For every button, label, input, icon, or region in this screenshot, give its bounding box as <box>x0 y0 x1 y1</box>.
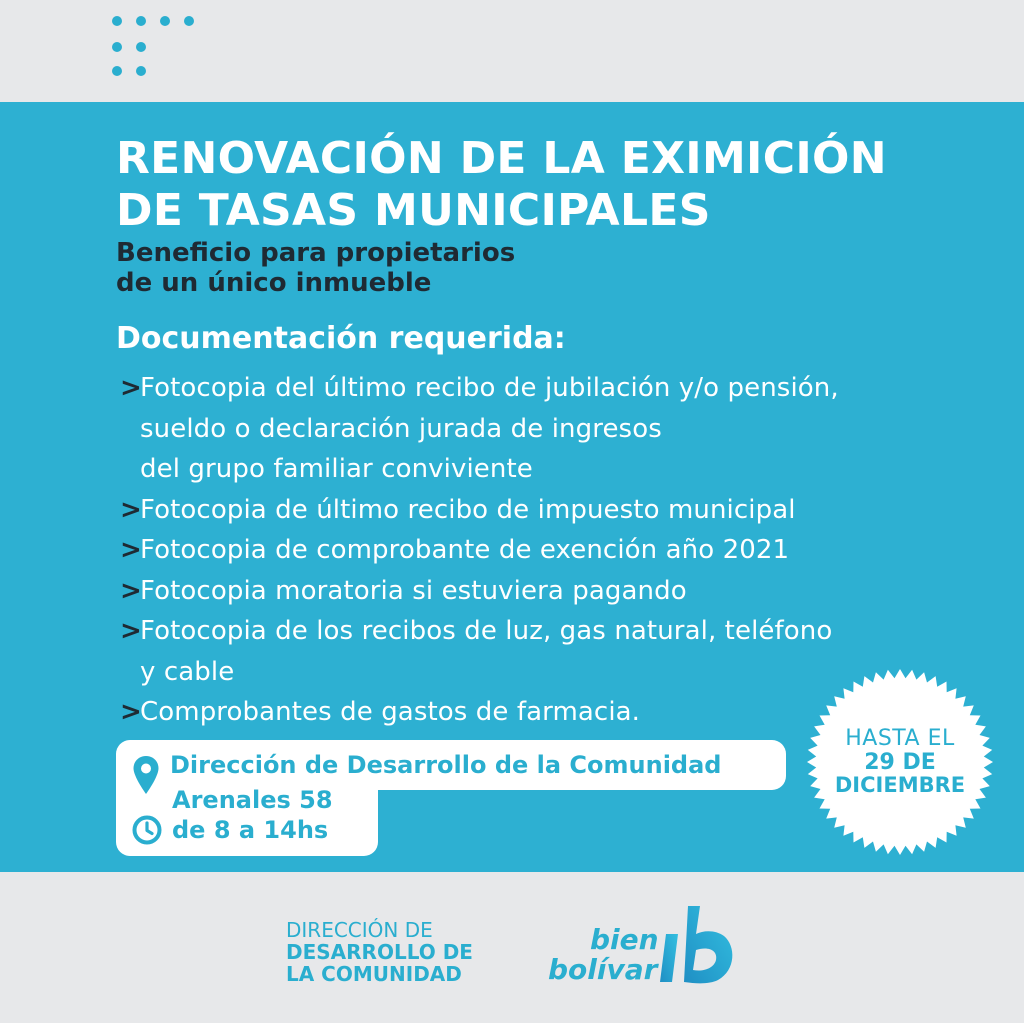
requirement-text: Fotocopia moratoria si estuviera pagando <box>140 575 687 606</box>
office-name: Dirección de Desarrollo de la Comunidad <box>170 751 722 779</box>
dot <box>136 66 146 76</box>
dot <box>112 42 122 52</box>
requirement-item <box>120 490 839 531</box>
dot <box>136 42 146 52</box>
title-line: RENOVACIÓN DE LA EXIMICIÓN <box>116 133 887 184</box>
office-hours: de 8 a 14hs <box>172 816 329 844</box>
footer-organization <box>286 919 473 985</box>
bullet-arrow-icon: > <box>120 373 142 403</box>
requirement-text: Fotocopia de último recibo de impuesto municipal <box>140 494 796 525</box>
subtitle-line: de un único inmueble <box>116 268 432 298</box>
requirement-text: Comprobantes de gastos de farmacia. <box>140 697 641 727</box>
requirement-text: del grupo familiar conviviente <box>140 454 533 484</box>
subtitle <box>116 238 515 298</box>
title-line: DE TASAS MUNICIPALES <box>116 185 711 236</box>
requirement-item <box>120 368 839 490</box>
bullet-arrow-icon: > <box>120 697 142 727</box>
logo-word: bolívar <box>548 953 658 986</box>
requirements-list <box>120 368 839 733</box>
requirement-text: y cable <box>140 656 235 687</box>
requirement-text: Fotocopia de los recibos de luz, gas natural, teléfono <box>140 616 833 646</box>
requirement-item <box>120 692 839 733</box>
bullet-arrow-icon: > <box>120 575 142 606</box>
badge-line: 29 DE <box>864 750 936 775</box>
footer-org-line: DIRECCIÓN DE <box>286 918 433 942</box>
clock-icon <box>132 815 162 845</box>
location-pin-icon <box>132 755 160 795</box>
footer-org-line: DESARROLLO DE <box>286 940 473 964</box>
dot <box>112 66 122 76</box>
requirement-text: Fotocopia del último recibo de jubilación y/o pensión, <box>140 373 839 403</box>
requirement-item <box>120 571 839 612</box>
requirement-text: Fotocopia de comprobante de exención año 2021 <box>140 535 790 565</box>
page-title <box>116 133 887 237</box>
decorative-dots <box>112 16 202 80</box>
dot <box>136 16 146 26</box>
dot <box>184 16 194 26</box>
dot <box>160 16 170 26</box>
requirement-item <box>120 611 839 692</box>
thumbs-up-b-logo-icon <box>658 904 742 986</box>
dot <box>112 16 122 26</box>
bullet-arrow-icon: > <box>120 616 142 646</box>
badge-line: HASTA EL <box>845 726 955 751</box>
office-address: Arenales 58 <box>172 786 333 814</box>
subtitle-line: Beneficio para propietarios <box>116 238 516 268</box>
requirement-text: sueldo o declaración jurada de ingresos <box>140 413 662 444</box>
footer-org-line: LA COMUNIDAD <box>286 962 462 986</box>
logo-word: bien <box>590 923 659 956</box>
bullet-arrow-icon: > <box>120 494 142 525</box>
bullet-arrow-icon: > <box>120 535 142 565</box>
badge-line: DICIEMBRE <box>834 773 966 797</box>
documentation-heading: Documentación requerida: <box>116 321 566 356</box>
requirement-item <box>120 530 839 571</box>
